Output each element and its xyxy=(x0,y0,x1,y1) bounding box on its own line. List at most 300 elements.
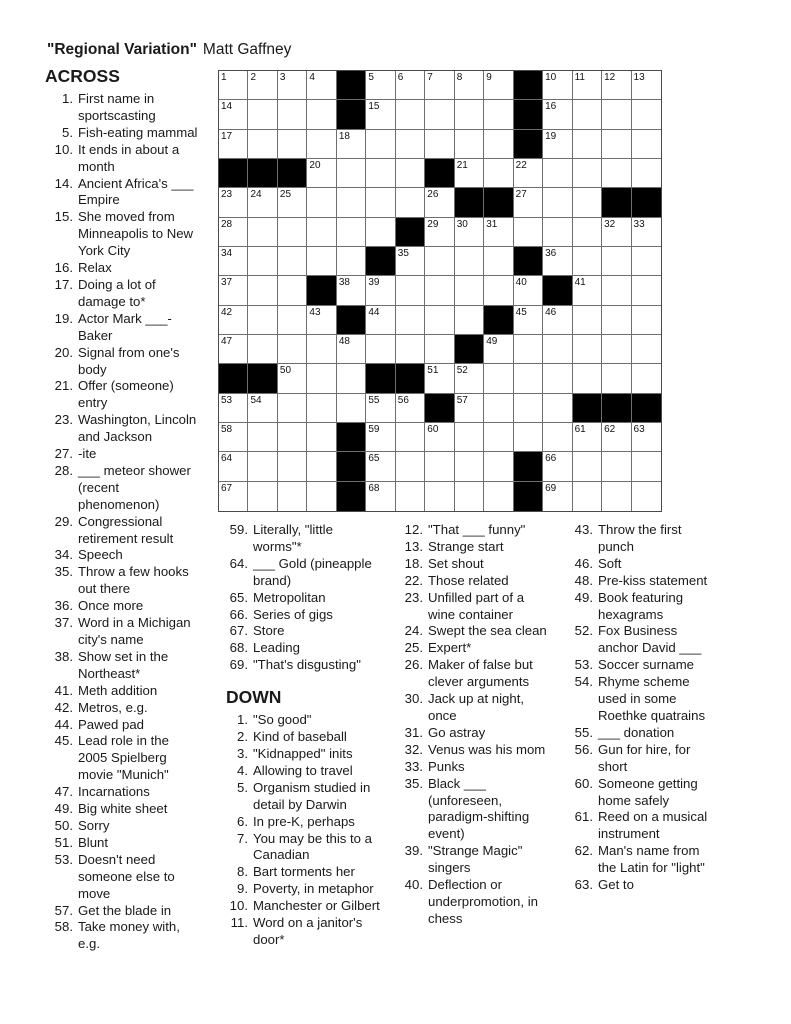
cell-r1-c7 xyxy=(396,71,425,100)
clue-number: 2. xyxy=(237,729,248,745)
cell-number: 30 xyxy=(456,218,468,230)
cell-r9-c11 xyxy=(514,306,543,335)
cell-r11-c6 xyxy=(366,364,395,393)
cell-r9-c3 xyxy=(278,306,307,335)
cell-r6-c6 xyxy=(366,218,395,247)
cell-number: 17 xyxy=(221,130,233,142)
cell-r6-c7 xyxy=(396,218,425,247)
cell-r13-c5 xyxy=(337,423,366,452)
cell-r5-c13 xyxy=(573,188,602,217)
cell-r11-c8 xyxy=(425,364,454,393)
clue-text: Series of gigs xyxy=(253,606,333,622)
cell-r9-c15 xyxy=(632,306,661,335)
cell-r9-c1 xyxy=(219,306,248,335)
cell-r11-c1 xyxy=(219,364,248,393)
cell-r9-c6 xyxy=(366,306,395,335)
clue-across-47 xyxy=(45,784,217,801)
clue-number: 49. xyxy=(574,589,593,605)
cell-r10-c6 xyxy=(366,335,395,364)
cell-r4-c2 xyxy=(248,159,277,188)
cell-r2-c11 xyxy=(514,100,543,129)
clue-number: 47. xyxy=(54,784,73,800)
cell-r11-c13 xyxy=(573,364,602,393)
across-clue-list-part2 xyxy=(226,522,394,674)
clue-text: Book featuring hexagrams xyxy=(598,589,684,622)
clue-down-8 xyxy=(226,864,394,881)
cell-number: 50 xyxy=(279,365,292,377)
cell-r2-c13 xyxy=(573,100,602,129)
cell-r3-c14 xyxy=(602,130,631,159)
clue-number: 67. xyxy=(229,623,248,639)
cell-number: 59 xyxy=(368,424,380,435)
clue-number: 36. xyxy=(54,598,73,614)
clue-column-across xyxy=(45,66,217,953)
cell-r13-c12 xyxy=(543,423,572,452)
cell-r2-c4 xyxy=(307,100,336,129)
cell-r12-c1 xyxy=(219,394,248,423)
clue-text: Signal from one's body xyxy=(78,344,180,377)
cell-r13-c6 xyxy=(366,423,395,452)
clue-column-down-3 xyxy=(571,522,751,894)
cell-number: 27 xyxy=(515,189,527,201)
clue-down-55 xyxy=(571,725,751,742)
cell-r14-c5 xyxy=(337,452,366,481)
clue-number: 52. xyxy=(574,623,593,639)
down-clue-list-part1 xyxy=(226,712,394,949)
clue-text: Literally, "little worms"* xyxy=(253,522,333,554)
cell-r1-c5 xyxy=(337,71,366,100)
cell-r4-c7 xyxy=(396,159,425,188)
clue-across-21 xyxy=(45,378,217,412)
across-heading: ACROSS xyxy=(45,66,120,86)
cell-r5-c15 xyxy=(632,188,661,217)
cell-r14-c1 xyxy=(219,452,248,481)
cell-r6-c13 xyxy=(573,218,602,247)
cell-number: 56 xyxy=(397,394,409,406)
clue-across-44 xyxy=(45,717,217,734)
cell-r1-c12 xyxy=(543,71,572,100)
cell-r1-c8 xyxy=(425,71,454,100)
cell-r10-c3 xyxy=(278,335,307,364)
cell-r6-c14 xyxy=(602,218,631,247)
cell-r10-c4 xyxy=(307,335,336,364)
cell-r6-c5 xyxy=(337,218,366,247)
clue-text: Store xyxy=(253,623,285,639)
clue-down-2 xyxy=(226,729,394,746)
cell-r13-c9 xyxy=(455,423,484,452)
cell-r3-c8 xyxy=(425,130,454,159)
clue-down-40 xyxy=(401,877,563,928)
cell-r15-c9 xyxy=(455,482,484,511)
cell-r11-c10 xyxy=(484,364,513,393)
clue-across-37 xyxy=(45,615,217,649)
clue-number: 9. xyxy=(237,881,248,897)
cell-r5-c3 xyxy=(278,188,307,217)
clue-text: Meth addition xyxy=(78,682,158,698)
cell-r5-c2 xyxy=(248,188,277,217)
clue-number: 27. xyxy=(54,446,73,462)
cell-number: 46 xyxy=(545,306,557,318)
cell-number: 41 xyxy=(574,277,586,289)
cell-r11-c4 xyxy=(307,364,336,393)
clue-number: 16. xyxy=(54,260,73,276)
puzzle-title xyxy=(47,41,291,59)
cell-number: 22 xyxy=(515,160,527,171)
clue-number: 48. xyxy=(574,572,593,588)
clue-text: Word on a janitor's door* xyxy=(253,915,363,947)
cell-r7-c9 xyxy=(455,247,484,276)
cell-r14-c12 xyxy=(543,452,572,481)
cell-r7-c14 xyxy=(602,247,631,276)
cell-r2-c9 xyxy=(455,100,484,129)
clue-text: Punks xyxy=(428,758,465,774)
clue-down-35 xyxy=(401,776,563,844)
clue-across-29 xyxy=(45,514,217,548)
clue-down-22 xyxy=(401,573,563,590)
clue-across-23 xyxy=(45,412,217,446)
clue-text: Washington, Lincoln and Jackson xyxy=(78,412,197,445)
cell-r11-c12 xyxy=(543,364,572,393)
cell-r5-c5 xyxy=(337,188,366,217)
cell-number: 1 xyxy=(221,72,227,83)
cell-r15-c7 xyxy=(396,482,425,511)
cell-r15-c11 xyxy=(514,482,543,511)
cell-r11-c11 xyxy=(514,364,543,393)
cell-number: 65 xyxy=(368,453,380,465)
cell-r12-c14 xyxy=(602,394,631,423)
clue-text: Someone getting home safely xyxy=(598,775,698,808)
cell-number: 60 xyxy=(427,424,439,435)
clue-text: ___ meteor shower (recent phenomenon) xyxy=(78,462,191,512)
cell-number: 32 xyxy=(604,218,616,230)
clue-down-46 xyxy=(571,556,751,573)
clue-text: Kind of baseball xyxy=(253,729,347,745)
cell-r13-c13 xyxy=(573,423,602,452)
clue-across-42 xyxy=(45,700,217,717)
clue-down-9 xyxy=(226,881,394,898)
cell-r2-c6 xyxy=(366,100,395,129)
clue-text: Expert* xyxy=(428,640,472,656)
cell-number: 48 xyxy=(338,336,350,347)
cell-r12-c15 xyxy=(632,394,661,423)
cell-r6-c1 xyxy=(219,218,248,247)
clue-across-67 xyxy=(226,623,394,640)
clue-number: 39. xyxy=(404,843,423,859)
clue-number: 50. xyxy=(54,817,73,833)
cell-r1-c14 xyxy=(602,71,631,100)
clue-text: Incarnations xyxy=(78,784,150,800)
cell-number: 49 xyxy=(486,336,498,347)
cell-number: 19 xyxy=(545,130,557,142)
clue-text: "That's disgusting" xyxy=(253,657,361,673)
clue-down-7 xyxy=(226,831,394,865)
clue-number: 43. xyxy=(574,522,593,537)
cell-r1-c15 xyxy=(632,71,661,100)
cell-r12-c5 xyxy=(337,394,366,423)
cell-r4-c13 xyxy=(573,159,602,188)
cell-r7-c13 xyxy=(573,247,602,276)
cell-r10-c10 xyxy=(484,335,513,364)
cell-r4-c4 xyxy=(307,159,336,188)
puzzle-author: Matt Gaffney xyxy=(202,41,292,58)
clue-down-49 xyxy=(571,590,751,624)
clue-number: 10. xyxy=(54,141,73,157)
clue-number: 22. xyxy=(404,572,423,588)
clue-number: 61. xyxy=(574,809,593,825)
cell-number: 37 xyxy=(221,277,233,289)
clue-across-64 xyxy=(226,556,394,590)
clue-text: "Kidnapped" inits xyxy=(253,745,353,761)
cell-r15-c14 xyxy=(602,482,631,511)
clue-down-18 xyxy=(401,556,563,573)
clue-text: "That ___ funny" xyxy=(428,522,526,537)
cell-r15-c5 xyxy=(337,482,366,511)
cell-r10-c7 xyxy=(396,335,425,364)
clue-text: Doing a lot of damage to* xyxy=(78,276,156,309)
cell-number: 2 xyxy=(250,72,257,83)
cell-number: 16 xyxy=(545,101,557,113)
cell-r8-c6 xyxy=(366,276,395,305)
cell-number: 24 xyxy=(250,189,262,201)
cell-r13-c15 xyxy=(632,423,661,452)
cell-r1-c10 xyxy=(484,71,513,100)
cell-r9-c10 xyxy=(484,306,513,335)
clue-number: 5. xyxy=(62,124,73,140)
cell-number: 26 xyxy=(427,189,439,201)
cell-r11-c14 xyxy=(602,364,631,393)
cell-r8-c13 xyxy=(573,276,602,305)
cell-r2-c10 xyxy=(484,100,513,129)
cell-r10-c15 xyxy=(632,335,661,364)
clue-down-1 xyxy=(226,712,394,729)
clue-text: "Strange Magic" singers xyxy=(428,843,523,876)
cell-r7-c12 xyxy=(543,247,572,276)
clue-number: 21. xyxy=(54,378,73,394)
cell-r6-c3 xyxy=(278,218,307,247)
cell-r7-c6 xyxy=(366,247,395,276)
clue-number: 15. xyxy=(54,209,73,225)
clue-down-30 xyxy=(401,691,563,725)
cell-number: 4 xyxy=(309,72,315,83)
clue-down-32 xyxy=(401,742,563,759)
cell-number: 6 xyxy=(397,72,404,83)
cell-r12-c3 xyxy=(278,394,307,423)
cell-r6-c8 xyxy=(425,218,454,247)
cell-r2-c3 xyxy=(278,100,307,129)
cell-number: 18 xyxy=(338,130,350,142)
cell-r10-c2 xyxy=(248,335,277,364)
clue-number: 18. xyxy=(404,555,423,571)
clue-text: Venus was his mom xyxy=(428,741,546,757)
clue-number: 6. xyxy=(237,813,248,829)
cell-r1-c13 xyxy=(573,71,602,100)
cell-r10-c12 xyxy=(543,335,572,364)
cell-r7-c7 xyxy=(396,247,425,276)
clue-number: 32. xyxy=(404,741,423,757)
cell-number: 54 xyxy=(250,394,262,406)
cell-r7-c3 xyxy=(278,247,307,276)
cell-r14-c8 xyxy=(425,452,454,481)
cell-r7-c15 xyxy=(632,247,661,276)
clue-number: 64. xyxy=(229,555,248,571)
cell-r8-c5 xyxy=(337,276,366,305)
clue-number: 29. xyxy=(54,513,73,529)
cell-r5-c4 xyxy=(307,188,336,217)
cell-r7-c10 xyxy=(484,247,513,276)
clue-number: 63. xyxy=(574,877,593,893)
clue-text: Allowing to travel xyxy=(253,762,353,778)
clue-text: You may be this to a Canadian xyxy=(253,830,373,863)
cell-number: 36 xyxy=(545,248,557,259)
clue-number: 25. xyxy=(404,640,423,656)
clue-text: Unfilled part of a wine container xyxy=(428,589,525,622)
clue-text: Relax xyxy=(78,260,112,276)
cell-r14-c9 xyxy=(455,452,484,481)
cell-number: 55 xyxy=(368,394,380,406)
cell-r6-c10 xyxy=(484,218,513,247)
clue-number: 57. xyxy=(54,902,73,918)
cell-number: 29 xyxy=(427,218,439,230)
cell-r15-c15 xyxy=(632,482,661,511)
cell-r12-c13 xyxy=(573,394,602,423)
clue-across-50 xyxy=(45,818,217,835)
cell-number: 51 xyxy=(427,365,439,377)
clue-text: Congressional retirement result xyxy=(78,513,174,546)
clue-across-69 xyxy=(226,657,394,674)
clue-text: Lead role in the 2005 Spielberg movie "Munich" xyxy=(78,733,169,783)
clue-column-middle xyxy=(226,522,394,949)
cell-r15-c8 xyxy=(425,482,454,511)
clue-text: ___ donation xyxy=(598,724,675,740)
cell-r8-c7 xyxy=(396,276,425,305)
cell-r14-c2 xyxy=(248,452,277,481)
clue-number: 68. xyxy=(229,640,248,656)
clue-text: Soft xyxy=(598,555,622,571)
clue-down-63 xyxy=(571,877,751,894)
clue-number: 51. xyxy=(54,834,73,850)
clue-down-24 xyxy=(401,623,563,640)
cell-r13-c3 xyxy=(278,423,307,452)
clue-text: Metropolitan xyxy=(253,589,326,605)
cell-r2-c1 xyxy=(219,100,248,129)
cell-number: 28 xyxy=(221,218,233,230)
clue-down-12 xyxy=(401,522,563,539)
clue-text: It ends in about a month xyxy=(78,141,180,174)
clue-down-43 xyxy=(571,522,751,556)
down-clue-list-part2 xyxy=(401,522,563,928)
cell-r10-c9 xyxy=(455,335,484,364)
clue-number: 65. xyxy=(229,589,248,605)
clue-number: 35. xyxy=(54,564,73,580)
clue-down-39 xyxy=(401,843,563,877)
cell-r10-c1 xyxy=(219,335,248,364)
cell-number: 7 xyxy=(427,72,433,83)
cell-r5-c1 xyxy=(219,188,248,217)
cell-r3-c2 xyxy=(248,130,277,159)
clue-text: Once more xyxy=(78,598,144,614)
cell-number: 14 xyxy=(221,101,233,113)
cell-r5-c12 xyxy=(543,188,572,217)
cell-r5-c9 xyxy=(455,188,484,217)
clue-across-36 xyxy=(45,598,217,615)
cell-r13-c4 xyxy=(307,423,336,452)
cell-r4-c10 xyxy=(484,159,513,188)
cell-number: 53 xyxy=(221,394,233,406)
cell-r9-c8 xyxy=(425,306,454,335)
cell-r3-c7 xyxy=(396,130,425,159)
clue-number: 13. xyxy=(404,538,423,554)
clue-number: 54. xyxy=(574,674,593,690)
cell-r7-c8 xyxy=(425,247,454,276)
cell-r5-c7 xyxy=(396,188,425,217)
cell-r10-c11 xyxy=(514,335,543,364)
clue-number: 1. xyxy=(62,91,73,106)
clue-number: 12. xyxy=(404,522,423,537)
clue-number: 7. xyxy=(237,830,248,846)
clue-number: 38. xyxy=(54,648,73,664)
clue-number: 28. xyxy=(54,462,73,478)
clue-number: 45. xyxy=(54,733,73,749)
cell-r6-c11 xyxy=(514,218,543,247)
clue-down-3 xyxy=(226,746,394,763)
clue-across-10 xyxy=(45,142,217,176)
cell-r14-c13 xyxy=(573,452,602,481)
cell-r2-c15 xyxy=(632,100,661,129)
clue-down-25 xyxy=(401,640,563,657)
clue-text: Word in a Michigan city's name xyxy=(78,615,191,647)
clue-text: Throw the first punch xyxy=(598,522,682,554)
clue-text: Rhyme scheme used in some Roethke quatrains xyxy=(598,674,706,723)
clue-text: Doesn't need someone else to move xyxy=(78,851,175,901)
cell-r7-c2 xyxy=(248,247,277,276)
clue-down-5 xyxy=(226,780,394,814)
clue-text: Deflection or underpromotion, in chess xyxy=(428,877,538,926)
clue-column-down-2 xyxy=(401,522,563,928)
clue-down-13 xyxy=(401,539,563,556)
cell-r15-c10 xyxy=(484,482,513,511)
cell-r4-c14 xyxy=(602,159,631,188)
clue-across-14 xyxy=(45,176,217,210)
cell-number: 9 xyxy=(486,72,492,83)
clue-text: Speech xyxy=(78,547,123,563)
cell-r7-c11 xyxy=(514,247,543,276)
clue-text: Ancient Africa's ___ Empire xyxy=(78,175,194,208)
cell-r1-c4 xyxy=(307,71,336,100)
cell-number: 47 xyxy=(221,336,233,347)
clue-text: Man's name from the Latin for "light" xyxy=(598,843,705,876)
clue-across-58 xyxy=(45,919,217,953)
clue-text: Pawed pad xyxy=(78,716,144,732)
clue-text: Those related xyxy=(428,572,509,588)
cell-number: 45 xyxy=(515,306,527,318)
clue-text: Poverty, in metaphor xyxy=(253,881,374,897)
clue-text: Strange start xyxy=(428,538,504,554)
cell-r2-c12 xyxy=(543,100,572,129)
clue-text: Get to xyxy=(598,877,634,893)
clue-number: 4. xyxy=(237,762,248,778)
clue-number: 53. xyxy=(54,851,73,867)
cell-r4-c11 xyxy=(514,159,543,188)
cell-r2-c14 xyxy=(602,100,631,129)
clue-text: Take money with, e.g. xyxy=(78,919,180,952)
cell-number: 5 xyxy=(368,72,374,83)
clue-number: 24. xyxy=(404,623,423,639)
clue-number: 23. xyxy=(54,412,73,428)
cell-r1-c3 xyxy=(278,71,307,100)
cell-r3-c4 xyxy=(307,130,336,159)
cell-r11-c15 xyxy=(632,364,661,393)
cell-r8-c14 xyxy=(602,276,631,305)
